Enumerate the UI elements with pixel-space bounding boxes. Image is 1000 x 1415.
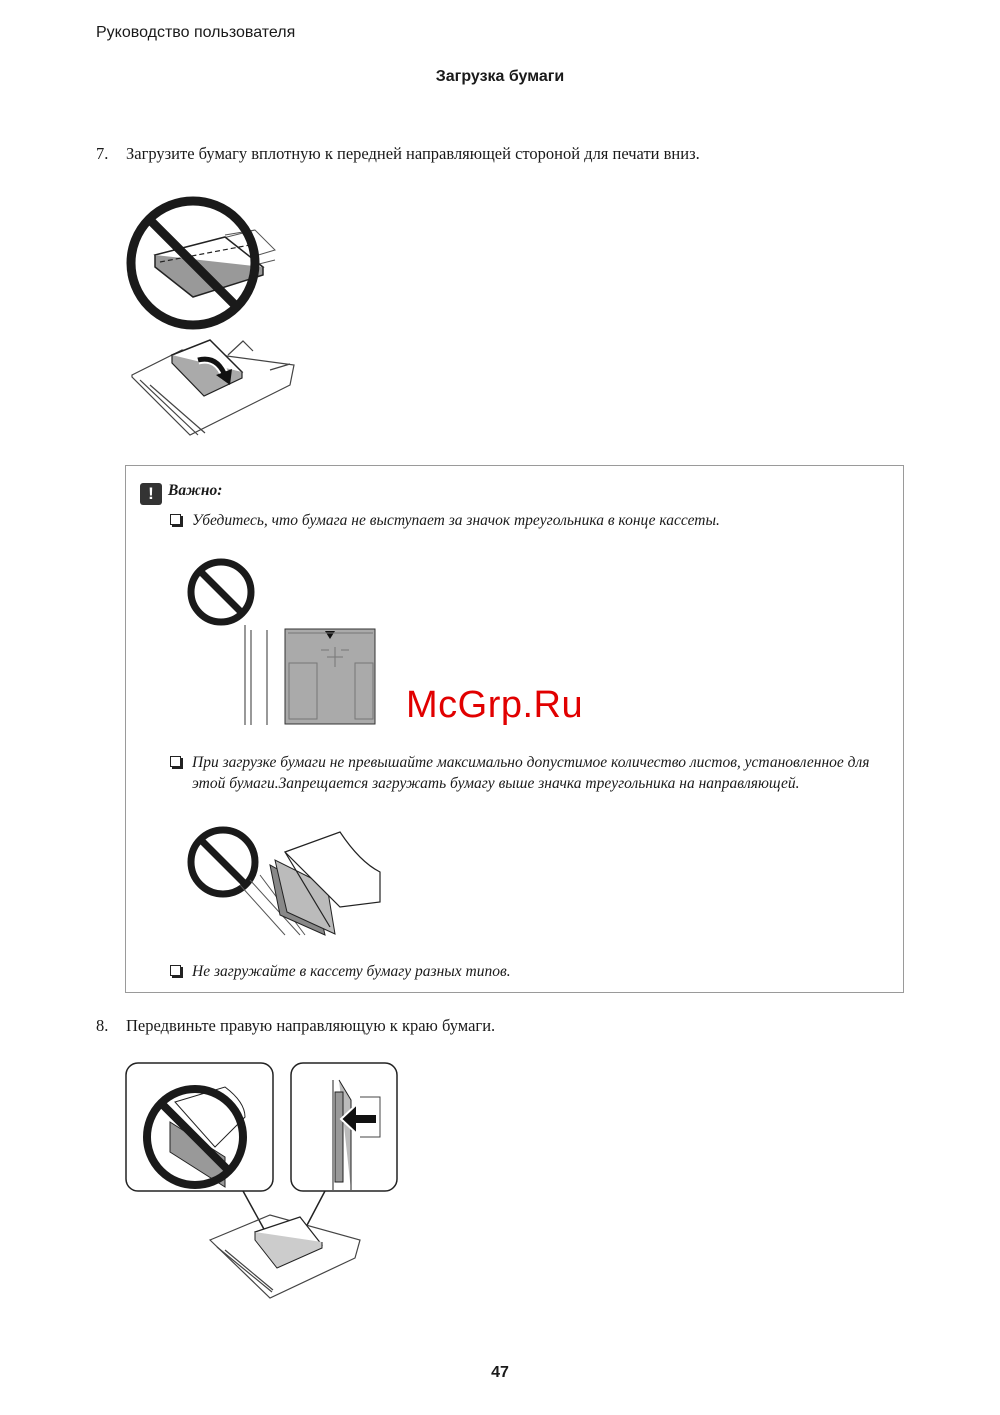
checkbox-bullet-icon (170, 965, 181, 976)
important-item-text: Не загружайте в кассету бумагу разных типов. (192, 963, 511, 980)
important-heading (140, 482, 222, 505)
checkbox-bullet-icon (170, 514, 181, 525)
important-item-text: При загрузке бумаги не превышайте максимально допустимое количество листов, установленное для этой бумаги.Запрещается загружать бумагу выше значка треугольника на направляющей. (192, 754, 870, 792)
step-text: Передвиньте правую направляющую к краю бумаги. (126, 1016, 496, 1035)
document-title: Руководство пользователя (96, 24, 296, 41)
callout-right (291, 1063, 397, 1229)
page-number: 47 (491, 1364, 509, 1381)
checkbox-bullet-icon (170, 756, 181, 767)
important-icon: ! (140, 483, 162, 505)
triangle-mark-illustration (185, 555, 380, 730)
step-number: 7. (96, 144, 109, 163)
edge-guide-illustration (125, 1062, 405, 1307)
envelope-prohibited-illustration (120, 190, 300, 450)
prohibited-icon (191, 562, 251, 622)
prohibited-icon (191, 830, 255, 894)
important-item-text: Убедитесь, что бумага не выступает за значок треугольника в конце кассеты. (192, 512, 720, 529)
watermark: McGrp.Ru (406, 684, 584, 726)
paper-loaded (255, 1217, 322, 1268)
stack-height-illustration (185, 820, 385, 935)
paper-sheet (285, 629, 375, 724)
paper-loaded (172, 340, 242, 396)
step-number: 8. (96, 1016, 109, 1035)
section-title: Загрузка бумаги (435, 68, 565, 85)
important-title: Важно: (168, 482, 223, 499)
step-text: Загрузите бумагу вплотную к передней направляющей стороной для печати вниз. (126, 144, 700, 163)
callout-left (126, 1063, 273, 1231)
